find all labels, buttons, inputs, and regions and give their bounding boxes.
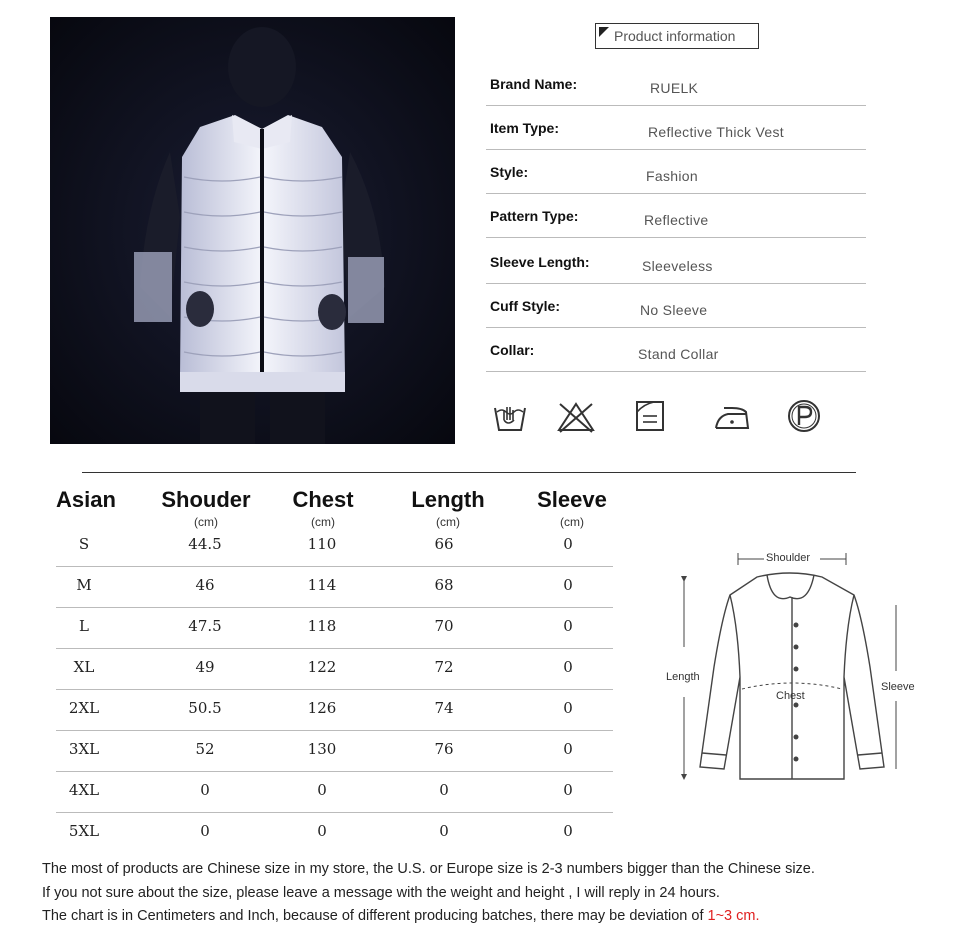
section-divider [82, 472, 856, 473]
table-cell: 110 [307, 535, 337, 553]
spec-row-item-type [486, 106, 866, 150]
table-cell: 5XL [68, 822, 100, 840]
table-cell: S [78, 535, 90, 553]
table-cell: 3XL [68, 740, 100, 758]
col-header-asian: Asian [56, 487, 116, 512]
table-cell: M [76, 576, 92, 594]
table-row [56, 772, 613, 813]
table-cell: 0 [563, 617, 573, 635]
col-header-sleeve: Sleeve [537, 487, 607, 512]
spec-value: No Sleeve [640, 302, 708, 318]
table-cell: 0 [563, 781, 573, 799]
spec-value: Reflective [644, 212, 709, 228]
table-cell: XL [73, 658, 95, 676]
measurement-diagram [662, 547, 922, 787]
table-cell: 0 [200, 781, 210, 799]
corner-mark-icon [599, 27, 609, 37]
table-cell: 74 [434, 699, 454, 717]
deviation-highlight: 1~3 cm. [707, 908, 760, 924]
diagram-label-sleeve: Sleeve [881, 681, 915, 693]
table-row [56, 567, 613, 608]
note-text: The chart is in Centimeters and Inch, because of different producing batches, there may be deviation of [42, 908, 708, 924]
do-not-bleach-icon [556, 398, 596, 434]
col-unit: (cm) [560, 515, 584, 529]
table-cell: 2XL [68, 699, 100, 717]
spec-value: Sleeveless [642, 258, 713, 274]
table-cell: 0 [563, 740, 573, 758]
spec-row-brand [486, 62, 866, 106]
spec-label: Brand Name: [490, 76, 578, 92]
table-cell: 0 [439, 781, 449, 799]
table-row [56, 608, 613, 649]
table-cell: 44.5 [188, 535, 222, 553]
spec-value: Stand Collar [638, 346, 719, 362]
spec-row-collar [486, 328, 866, 372]
iron-low-icon [712, 398, 752, 434]
spec-row-style [486, 150, 866, 194]
table-row [56, 731, 613, 772]
table-row [56, 649, 613, 690]
spec-row-cuff-style [486, 284, 866, 328]
table-row [56, 690, 613, 731]
note-line: The most of products are Chinese size in my store, the U.S. or Europe size is 2-3 numbers bigger than the Chinese size. [42, 861, 815, 877]
table-cell: 66 [434, 535, 454, 553]
size-notes [42, 858, 815, 929]
table-cell: 0 [563, 576, 573, 594]
table-cell: 118 [307, 617, 337, 635]
table-cell: 0 [563, 699, 573, 717]
table-cell: 0 [317, 822, 327, 840]
table-row [56, 526, 613, 567]
product-photo [50, 17, 455, 444]
spec-value: Fashion [646, 168, 698, 184]
table-cell: L [79, 617, 89, 635]
spec-row-pattern-type [486, 194, 866, 238]
col-unit: (cm) [194, 515, 218, 529]
table-cell: 0 [563, 822, 573, 840]
table-cell: 114 [307, 576, 337, 594]
spec-value: Reflective Thick Vest [648, 124, 784, 140]
spec-label: Pattern Type: [490, 208, 579, 224]
table-cell: 0 [563, 658, 573, 676]
table-cell: 0 [317, 781, 327, 799]
care-icons [486, 398, 866, 438]
spec-label: Style: [490, 164, 529, 180]
note-line [42, 905, 815, 929]
line-dry-icon [634, 398, 666, 434]
table-cell: 70 [434, 617, 454, 635]
table-cell: 0 [563, 535, 573, 553]
spec-row-sleeve-length [486, 240, 866, 284]
spec-value: RUELK [650, 80, 699, 96]
table-cell: 50.5 [188, 699, 222, 717]
table-cell: 52 [195, 740, 215, 758]
diagram-label-shoulder: Shoulder [766, 552, 811, 564]
col-header-chest: Chest [292, 487, 354, 512]
col-header-length: Length [411, 487, 485, 512]
table-cell: 4XL [68, 781, 100, 799]
table-cell: 130 [307, 740, 337, 758]
spec-label: Collar: [490, 342, 535, 358]
table-row [56, 813, 613, 854]
diagram-label-chest: Chest [776, 690, 805, 702]
product-information-header: Product information [595, 23, 759, 49]
table-cell: 126 [307, 699, 337, 717]
table-cell: 72 [434, 658, 454, 676]
table-cell: 49 [195, 658, 215, 676]
spec-label: Item Type: [490, 120, 559, 136]
spec-label: Sleeve Length: [490, 254, 590, 270]
col-unit: (cm) [311, 515, 335, 529]
table-cell: 68 [434, 576, 454, 594]
table-cell: 0 [200, 822, 210, 840]
note-line: If you not sure about the size, please leave a message with the weight and height , I will reply in 24 hours. [42, 884, 720, 901]
spec-label: Cuff Style: [490, 298, 560, 314]
dry-clean-p-icon [786, 398, 822, 434]
diagram-label-length: Length [666, 671, 700, 683]
hand-wash-icon [492, 398, 528, 434]
table-cell: 76 [434, 740, 454, 758]
table-cell: 46 [195, 576, 215, 594]
table-cell: 122 [307, 658, 337, 676]
col-unit: (cm) [436, 515, 460, 529]
table-cell: 47.5 [188, 617, 222, 635]
col-header-shoulder: Shouder [161, 487, 251, 512]
table-cell: 0 [439, 822, 449, 840]
